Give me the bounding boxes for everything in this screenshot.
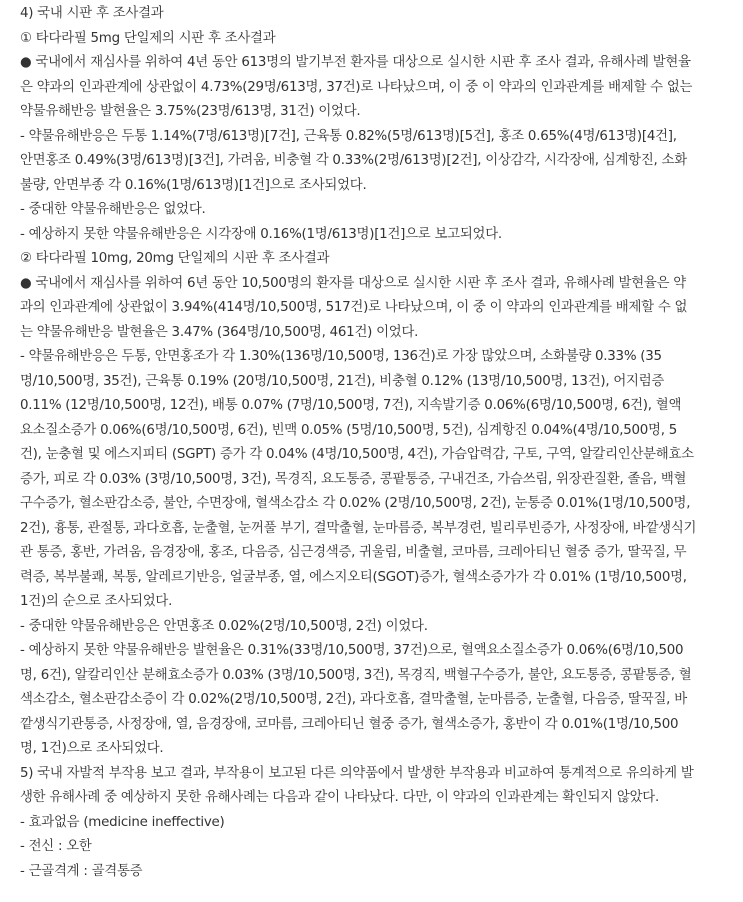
text-line: 력증, 복부불쾌, 복통, 알레르기반응, 얼굴부종, 열, 에스지오티(SGOT)증가, 혈색소증가가 각 0.01% (1명/10,500명,: [20, 569, 687, 585]
section-4-heading: 4) 국내 시판 후 조사결과: [20, 6, 164, 21]
text-line: 색소감소, 혈소판감소증이 각 0.02%(2명/10,500명, 2건), 과다호흡, 결막출혈, 눈마름증, 눈출혈, 다음증, 딸꾹질, 바: [20, 692, 687, 707]
text-line: - 약물유해반응은 두통 1.14%(7명/613명)[7건], 근육통 0.82%(5명/613명)[5건], 홍조 0.65%(4명/613명)[4건],: [20, 128, 677, 144]
text-line: - 중대한 약물유해반응은 안면홍조 0.02%(2명/10,500명, 2건) 이었다.: [20, 618, 428, 634]
text-line: 명, 1건)으로 조사되었다.: [20, 741, 164, 756]
list-item: - 근골격계 : 골격통증: [20, 863, 143, 879]
text-line: ● 국내에서 재심사를 위하여 4년 동안 613명의 발기부전 환자를 대상으로 실시한 시판 후 조사 결과, 유해사례 발현율: [20, 55, 691, 70]
text-line: 생한 유해사례 중 예상하지 못한 유해사례는 다음과 같이 나타났다. 다만, 이 약과의 인과관계는 확인되지 않았다.: [20, 790, 659, 805]
text-line: - 약물유해반응은 두통, 안면홍조가 각 1.30%(136명/10,500명, 136건)로 가장 많았으며, 소화불량 0.33% (35: [20, 349, 662, 364]
text-line: 는 약물유해반응 발현율은 3.47% (364명/10,500명, 461건) 이었다.: [20, 324, 419, 340]
text-line: 요소질소증가 0.06%(6명/10,500명, 6건), 빈맥 0.05% (5명/10,500명, 5건), 심계항진 0.04%(4명/10,500명, 5: [20, 422, 677, 438]
text-line: 증가, 피로 각 0.03% (3명/10,500명, 3건), 목경직, 요도통증, 콩팥통증, 구내건조, 가슴쓰림, 위장관질환, 졸음, 백혈: [20, 471, 687, 487]
text-line: 깥생식기관통증, 사정장애, 열, 음경장애, 코마름, 크레아티닌 혈중 증가, 혈색소증가, 홍반이 각 0.01%(1명/10,500: [20, 716, 679, 732]
text-line: - 예상하지 못한 약물유해반응은 시각장애 0.16%(1명/613명)[1건]으로 보고되었다.: [20, 226, 502, 242]
text-line: 명, 6건), 알칼리인산 분해효소증가 0.03% (3명/10,500명, 3건), 목경직, 백혈구수증가, 불안, 요도통증, 콩팥통증, 혈: [20, 667, 692, 683]
text-line: 과의 인과관계에 상관없이 3.94%(414명/10,500명, 517건)로 나타났으며, 이 중 이 약과의 인과관계를 배제할 수 없: [20, 300, 688, 315]
text-line: - 예상하지 못한 약물유해반응 발현율은 0.31%(33명/10,500명, 37건)으로, 혈액요소질소증가 0.06%(6명/10,500: [20, 643, 684, 658]
text-line: 0.11% (12명/10,500명, 12건), 배통 0.07% (7명/10,500명, 7건), 지속발기증 0.06%(6명/10,500명, 6건), 혈액: [20, 398, 682, 413]
list-item: - 효과없음 (medicine ineffective): [20, 814, 225, 830]
text-line: - 중대한 약물유해반응은 없었다.: [20, 202, 206, 217]
text-line: 2건), 흉통, 관절통, 과다호흡, 눈출혈, 눈꺼풀 부기, 결막출혈, 눈마름증, 복부경련, 빌리루빈증가, 사정장애, 바깥생식기: [20, 520, 697, 536]
text-line: 구수증가, 혈소판감소증, 불안, 수면장애, 혈색소감소 각 0.02% (2명/10,500명, 2건), 눈통증 0.01%(1명/10,500명,: [20, 496, 691, 511]
subsection-1-heading: ① 타다라필 5mg 단일제의 시판 후 조사결과: [20, 30, 276, 46]
text-line: 안면홍조 0.49%(3명/613명)[3건], 가려움, 비충혈 각 0.33%(2명/613명)[2건], 이상감각, 시각장애, 심계항진, 소화: [20, 153, 687, 168]
text-line: 건), 눈충혈 및 에스지피티 (SGPT) 증가 각 0.04% (4명/10,500명, 4건), 가슴압력감, 구토, 구역, 알칼리인산분해효소: [20, 447, 694, 462]
text-line: 명/10,500명, 35건), 근육통 0.19% (20명/10,500명, 21건), 비충혈 0.12% (13명/10,500명, 13건), 어지럼증: [20, 373, 665, 389]
list-item: - 전신 : 오한: [20, 839, 92, 854]
text-line: 약물유해반응 발현율은 3.75%(23명/613명, 31건) 이었다.: [20, 104, 361, 119]
text-line: ● 국내에서 재심사를 위하여 6년 동안 10,500명의 환자를 대상으로 실시한 시판 후 조사 결과, 유해사례 발현율은 약: [20, 275, 686, 291]
text-line: 불량, 안면부종 각 0.16%(1명/613명)[1건]으로 조사되었다.: [20, 177, 367, 193]
subsection-2-heading: ② 타다라필 10mg, 20mg 단일제의 시판 후 조사결과: [20, 251, 330, 266]
text-line: 은 약과의 인과관계에 상관없이 4.73%(29명/613명, 37건)로 나타났으며, 이 중 이 약과의 인과관계를 배제할 수 없는: [20, 79, 693, 95]
text-line: 관 통증, 홍반, 가려움, 음경장애, 홍조, 다음증, 심근경색증, 귀울림, 비출혈, 코마름, 크레아티닌 혈중 증가, 딸꾹질, 무: [20, 545, 687, 560]
text-line: 1건)의 순으로 조사되었다.: [20, 594, 173, 609]
section-5-line: 5) 국내 자발적 부작용 보고 결과, 부작용이 보고된 다른 의약품에서 발생한 부작용과 비교하여 통계적으로 유의하게 발: [20, 765, 694, 781]
